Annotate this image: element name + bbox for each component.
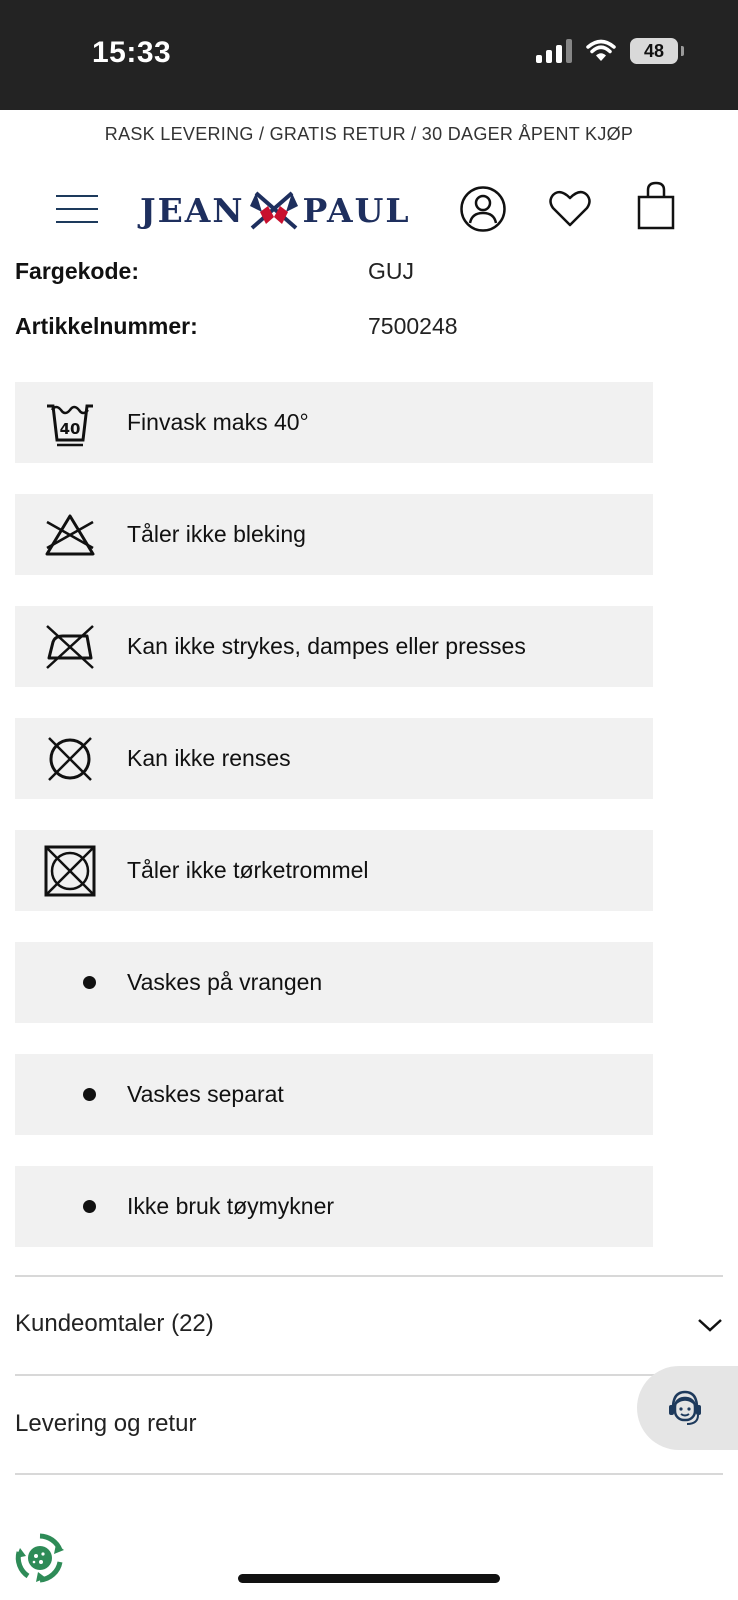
shopping-bag-icon[interactable] <box>636 181 676 231</box>
care-item <box>15 606 653 687</box>
reviews-accordion-toggle[interactable]: Kundeomtaler (22) <box>15 1310 214 1337</box>
wishlist-heart-icon[interactable] <box>548 189 592 229</box>
care-item <box>15 1054 653 1135</box>
divider <box>15 1275 723 1277</box>
care-item <box>15 494 653 575</box>
bullet-icon <box>83 1088 96 1101</box>
account-icon[interactable] <box>459 185 507 233</box>
no-tumble-dry-icon <box>43 844 97 898</box>
spec-label-color-code: Fargekode: <box>15 258 139 284</box>
spec-value-color-code: GUJ <box>368 258 414 284</box>
logo-text-left: JEAN <box>140 190 245 230</box>
menu-button[interactable] <box>56 193 98 225</box>
care-item <box>15 382 653 463</box>
spec-value-article-number: 7500248 <box>368 313 458 339</box>
site-header <box>0 168 738 252</box>
care-item-label: Vaskes separat <box>127 1081 284 1107</box>
no-iron-icon <box>43 620 97 674</box>
status-time: 15:33 <box>92 36 172 69</box>
bullet-icon <box>83 976 96 989</box>
brand-logo[interactable] <box>140 190 411 230</box>
care-item-label: Ikke bruk tøymykner <box>127 1193 335 1219</box>
care-instructions-list <box>15 382 653 1278</box>
no-bleach-icon <box>43 508 97 562</box>
care-item <box>15 718 653 799</box>
care-item <box>15 1166 653 1247</box>
recycle-eco-badge-icon[interactable] <box>14 1532 66 1584</box>
no-dryclean-icon <box>43 732 97 786</box>
care-item <box>15 830 653 911</box>
care-item-label: Finvask maks 40° <box>127 409 309 435</box>
care-item <box>15 942 653 1023</box>
wifi-icon <box>586 39 616 63</box>
care-item-label: Tåler ikke tørketrommel <box>127 857 369 883</box>
care-item-label: Kan ikke renses <box>127 745 291 771</box>
spec-label-article-number: Artikkelnummer: <box>15 313 198 339</box>
bullet-icon <box>83 1200 96 1213</box>
wash-40-icon <box>43 396 97 450</box>
divider <box>15 1473 723 1475</box>
care-item-label: Vaskes på vrangen <box>127 969 323 995</box>
care-item-label: Tåler ikke bleking <box>127 521 306 547</box>
battery-icon: 48 <box>630 38 678 64</box>
promo-banner: RASK LEVERING / GRATIS RETUR / 30 DAGER ÅPENT KJØP <box>104 124 634 144</box>
home-indicator[interactable] <box>238 1574 500 1583</box>
svg-text:40: 40 <box>59 420 81 438</box>
chevron-down-icon[interactable] <box>697 1316 723 1334</box>
support-agent-icon <box>665 1386 705 1430</box>
divider <box>15 1374 723 1376</box>
delivery-return-accordion-toggle[interactable]: Levering og retur <box>15 1410 197 1437</box>
care-item-label: Kan ikke strykes, dampes eller presses <box>127 633 526 659</box>
logo-text-right: PAUL <box>302 190 411 230</box>
status-icons <box>536 38 678 64</box>
status-bar <box>0 0 738 110</box>
crossed-flags-icon <box>246 190 302 230</box>
cellular-signal-icon <box>536 39 572 63</box>
customer-support-button[interactable] <box>637 1366 738 1450</box>
